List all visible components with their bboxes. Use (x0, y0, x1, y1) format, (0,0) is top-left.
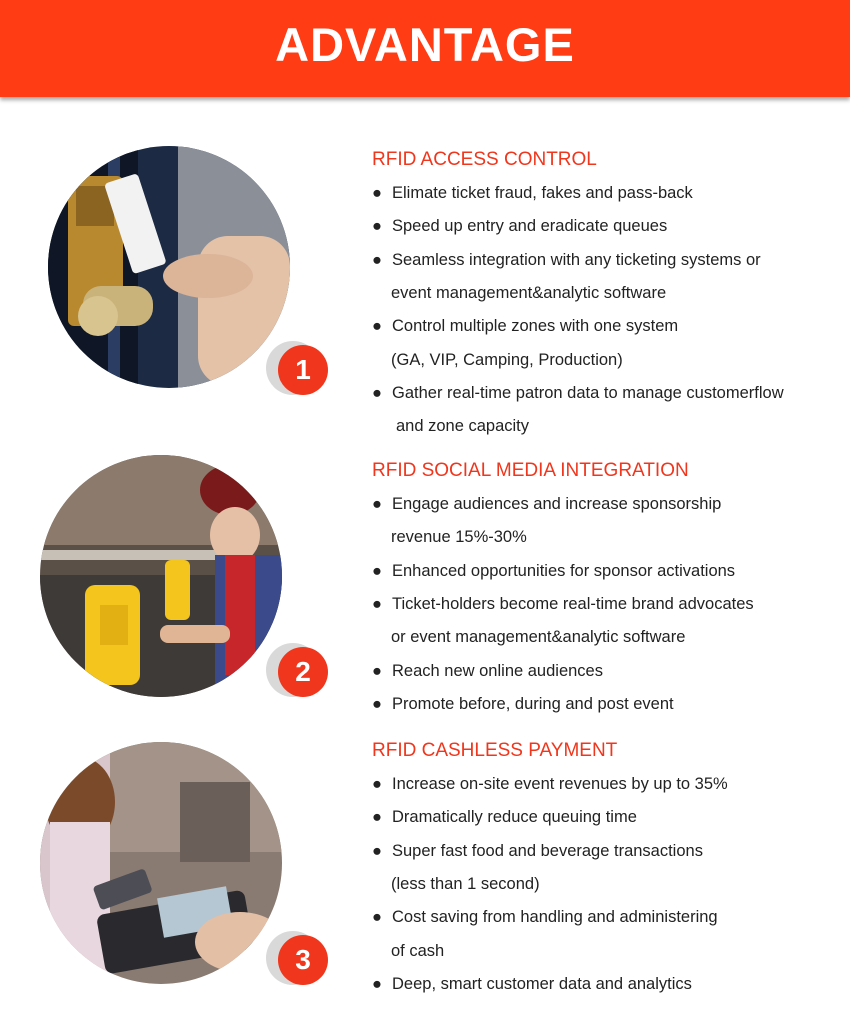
list-item: ● Dramatically reduce queuing time (372, 808, 637, 826)
list-item-continuation: (GA, VIP, Camping, Production) (391, 351, 623, 369)
list-item: ● Elimate ticket fraud, fakes and pass-back (372, 184, 693, 202)
list-item-continuation: (less than 1 second) (391, 875, 540, 893)
badge-number: 2 (278, 647, 328, 697)
badge-3 (266, 929, 346, 989)
list-item: ● Speed up entry and eradicate queues (372, 217, 668, 235)
bullet-icon: ● (372, 317, 382, 335)
list-item: ● Ticket-holders become real-time brand advocates (372, 595, 754, 613)
header-banner (0, 0, 850, 97)
bullet-icon: ● (372, 595, 382, 613)
section-title-access-control: RFID ACCESS CONTROL (372, 149, 597, 170)
list-item-continuation: of cash (391, 942, 445, 960)
list-item: ● Seamless integration with any ticketing systems or (372, 251, 761, 269)
bullet-icon: ● (372, 495, 382, 513)
bullet-icon: ● (372, 975, 382, 993)
bullet-icon: ● (372, 775, 382, 793)
list-item: ● Gather real-time patron data to manage customerflow (372, 384, 784, 402)
card-payment-terminal-photo (40, 742, 282, 984)
list-item: ● Cost saving from handling and administering (372, 908, 718, 926)
page-title: ADVANTAGE (275, 18, 575, 71)
bullet-icon: ● (372, 695, 382, 713)
list-item: ● Increase on-site event revenues by up to 35% (372, 775, 728, 793)
list-item-continuation: and zone capacity (396, 417, 530, 435)
list-item: ● Enhanced opportunities for sponsor activations (372, 562, 736, 580)
list-item-continuation: event management&analytic software (391, 284, 667, 302)
list-item: ● Engage audiences and increase sponsorship (372, 495, 722, 513)
section-title-cashless-payment: RFID CASHLESS PAYMENT (372, 740, 618, 761)
badge-2 (266, 641, 346, 701)
bullet-icon: ● (372, 908, 382, 926)
bullet-icon: ● (372, 562, 382, 580)
section-title-social-media: RFID SOCIAL MEDIA INTEGRATION (372, 460, 689, 481)
bullet-icon: ● (372, 217, 382, 235)
list-item: ● Control multiple zones with one system (372, 317, 679, 335)
door-lock-card-photo (48, 146, 290, 388)
yellow-reader-wristband-photo (40, 455, 282, 697)
list-item: ● Reach new online audiences (372, 662, 603, 680)
bullet-icon: ● (372, 251, 382, 269)
bullet-icon: ● (372, 842, 382, 860)
bullet-icon: ● (372, 808, 382, 826)
bullet-icon: ● (372, 662, 382, 680)
list-item: ● Super fast food and beverage transactions (372, 842, 703, 860)
list-item: ● Deep, smart customer data and analytics (372, 975, 692, 993)
bullet-icon: ● (372, 184, 382, 202)
list-item-continuation: or event management&analytic software (391, 628, 686, 646)
badge-1 (266, 339, 346, 399)
list-item: ● Promote before, during and post event (372, 695, 674, 713)
bullet-icon: ● (372, 384, 382, 402)
badge-number: 3 (278, 935, 328, 985)
list-item-continuation: revenue 15%-30% (391, 528, 527, 546)
badge-number: 1 (278, 345, 328, 395)
